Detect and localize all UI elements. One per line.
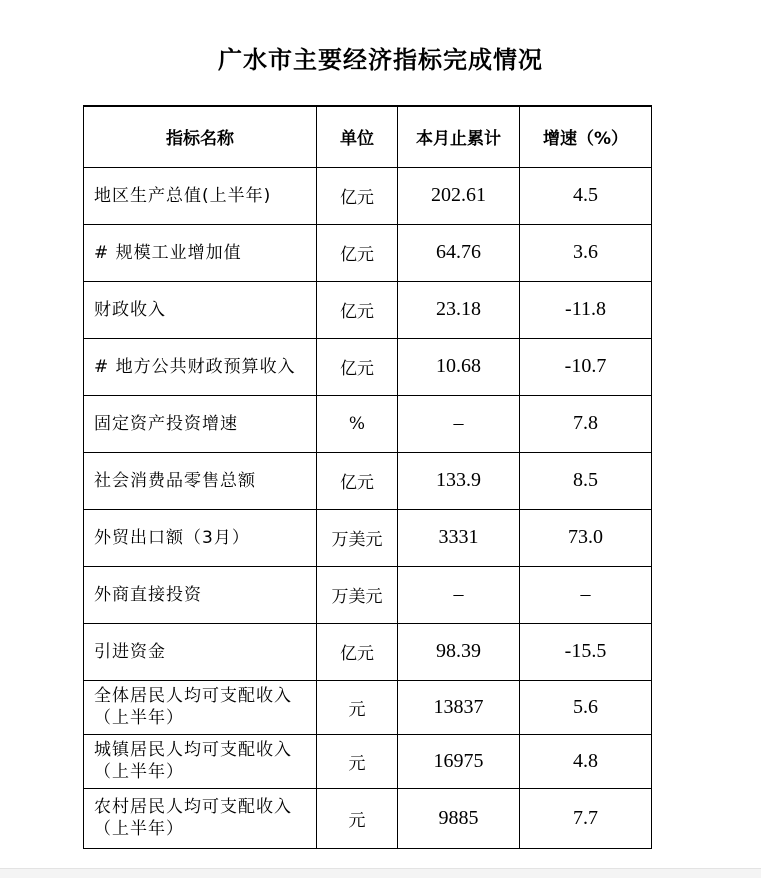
cumulative-value-cell: 16975 xyxy=(398,734,520,788)
indicator-name-cell xyxy=(84,566,317,623)
table-row xyxy=(84,788,652,848)
table-row xyxy=(84,395,652,452)
cumulative-value-cell: 64.76 xyxy=(398,224,520,281)
unit-cell: % xyxy=(317,395,398,452)
growth-rate-cell: 5.6 xyxy=(520,680,652,734)
cumulative-value-cell: 133.9 xyxy=(398,452,520,509)
growth-rate-cell: -15.5 xyxy=(520,623,652,680)
growth-rate-cell: 7.7 xyxy=(520,788,652,848)
cumulative-value-cell: 10.68 xyxy=(398,338,520,395)
cumulative-value-cell: 98.39 xyxy=(398,623,520,680)
table-row xyxy=(84,338,652,395)
unit-cell: 元 xyxy=(317,680,398,734)
growth-rate-cell: -10.7 xyxy=(520,338,652,395)
table-row xyxy=(84,623,652,680)
growth-rate-cell: 3.6 xyxy=(520,224,652,281)
cumulative-value-cell: 3331 xyxy=(398,509,520,566)
indicator-name: 地区生产总值(上半年) xyxy=(94,185,272,206)
indicator-name-cell xyxy=(84,224,317,281)
indicators-table xyxy=(83,105,652,849)
indicator-name-sub: （上半年） xyxy=(94,762,184,782)
header-indicator-name: 指标名称 xyxy=(84,106,317,167)
indicator-name-cell xyxy=(84,395,317,452)
unit-cell: 元 xyxy=(317,734,398,788)
indicator-name-cell xyxy=(84,452,317,509)
indicator-name-cell xyxy=(84,734,317,788)
unit-cell: 元 xyxy=(317,788,398,848)
indicator-name: # 地方公共财政预算收入 xyxy=(94,356,296,377)
unit-cell: 万美元 xyxy=(317,566,398,623)
indicator-name: 全体居民人均可支配收入 xyxy=(94,686,292,706)
indicator-name-cell xyxy=(84,623,317,680)
growth-rate-cell: 4.8 xyxy=(520,734,652,788)
header-cumulative: 本月止累计 xyxy=(398,106,520,167)
cumulative-value-cell: 23.18 xyxy=(398,281,520,338)
indicator-name: 财政收入 xyxy=(94,299,166,320)
unit-cell: 亿元 xyxy=(317,452,398,509)
header-growth-rate: 增速（%） xyxy=(520,106,652,167)
page-title: 广水市主要经济指标完成情况 xyxy=(218,46,543,74)
cumulative-value-cell: 9885 xyxy=(398,788,520,848)
growth-rate-cell: 8.5 xyxy=(520,452,652,509)
unit-cell: 亿元 xyxy=(317,281,398,338)
unit-cell: 亿元 xyxy=(317,338,398,395)
indicator-name-cell xyxy=(84,788,317,848)
indicator-name-sub: （上半年） xyxy=(94,819,184,839)
indicator-name-cell xyxy=(84,509,317,566)
table-header-row xyxy=(84,106,652,167)
table-row xyxy=(84,452,652,509)
header-unit: 单位 xyxy=(317,106,398,167)
indicator-name-cell xyxy=(84,281,317,338)
unit-cell: 亿元 xyxy=(317,623,398,680)
table-row xyxy=(84,509,652,566)
indicator-name-cell xyxy=(84,680,317,734)
indicator-name-sub: （上半年） xyxy=(94,708,184,728)
indicator-name: 引进资金 xyxy=(94,641,166,662)
table-row xyxy=(84,167,652,224)
indicator-name: 固定资产投资增速 xyxy=(94,413,238,434)
cumulative-value-cell: 202.61 xyxy=(398,167,520,224)
indicator-name-cell xyxy=(84,338,317,395)
cumulative-value-cell: – xyxy=(398,395,520,452)
table-row xyxy=(84,281,652,338)
growth-rate-cell: – xyxy=(520,566,652,623)
growth-rate-cell: 4.5 xyxy=(520,167,652,224)
indicator-name: # 规模工业增加值 xyxy=(94,242,242,263)
unit-cell: 万美元 xyxy=(317,509,398,566)
table-row xyxy=(84,566,652,623)
table-row xyxy=(84,680,652,734)
indicator-name: 城镇居民人均可支配收入 xyxy=(94,740,292,760)
indicator-name-cell xyxy=(84,167,317,224)
growth-rate-cell: -11.8 xyxy=(520,281,652,338)
indicator-name: 外商直接投资 xyxy=(94,584,202,605)
indicator-name: 外贸出口额（3月） xyxy=(94,527,250,548)
cumulative-value-cell: 13837 xyxy=(398,680,520,734)
growth-rate-cell: 73.0 xyxy=(520,509,652,566)
table-row xyxy=(84,224,652,281)
cumulative-value-cell: – xyxy=(398,566,520,623)
growth-rate-cell: 7.8 xyxy=(520,395,652,452)
indicator-name: 社会消费品零售总额 xyxy=(94,470,256,491)
unit-cell: 亿元 xyxy=(317,224,398,281)
table-row xyxy=(84,734,652,788)
indicator-name: 农村居民人均可支配收入 xyxy=(94,797,292,817)
unit-cell: 亿元 xyxy=(317,167,398,224)
